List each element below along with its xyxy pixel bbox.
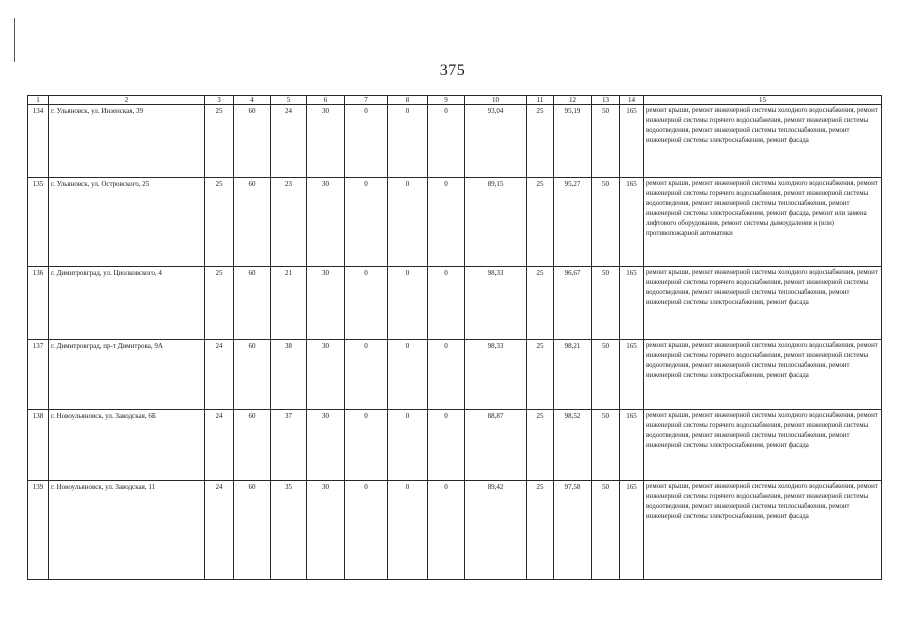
column-header: 5	[271, 96, 307, 105]
row-works-list: ремонт крыши, ремонт инженерной системы холодного водоснабжения, ремонт инженерной системы горячего водоснабжения, ремонт инженерной системы водоотведения, ремонт инженерной системы теплоснабжения, ремонт инженерной системы электроснабжения, ремонт фасада	[644, 481, 882, 580]
cell-col5: 24	[271, 105, 307, 178]
row-address: г. Новоульяновск, ул. Заводская, 6Б	[49, 410, 205, 481]
table-row	[28, 105, 882, 178]
cell-col10: 89,15	[465, 178, 527, 267]
column-header: 2	[49, 96, 205, 105]
cell-col11: 25	[527, 105, 554, 178]
cell-col10: 89,42	[465, 481, 527, 580]
column-header: 8	[388, 96, 428, 105]
cell-col12: 98,52	[554, 410, 592, 481]
row-address: г. Ульяновск, ул. Островского, 25	[49, 178, 205, 267]
cell-col6: 30	[307, 178, 345, 267]
cell-col10: 93,04	[465, 105, 527, 178]
cell-col12: 97,58	[554, 481, 592, 580]
cell-col10: 88,87	[465, 410, 527, 481]
column-header: 7	[345, 96, 388, 105]
column-header: 11	[527, 96, 554, 105]
cell-col4: 60	[234, 481, 271, 580]
cell-col9: 0	[428, 410, 465, 481]
column-header: 4	[234, 96, 271, 105]
cell-col8: 0	[388, 267, 428, 340]
cell-col6: 30	[307, 410, 345, 481]
cell-col8: 0	[388, 178, 428, 267]
table-row	[28, 481, 882, 580]
cell-col5: 23	[271, 178, 307, 267]
cell-col11: 25	[527, 481, 554, 580]
cell-col14: 165	[620, 105, 644, 178]
table-row	[28, 340, 882, 410]
cell-col14: 165	[620, 340, 644, 410]
cell-col9: 0	[428, 340, 465, 410]
cell-col10: 98,33	[465, 340, 527, 410]
cell-col8: 0	[388, 481, 428, 580]
row-works-list: ремонт крыши, ремонт инженерной системы холодного водоснабжения, ремонт инженерной системы горячего водоснабжения, ремонт инженерной системы водоотведения, ремонт инженерной системы теплоснабжения, ремонт инженерной системы электроснабжения, ремонт фасада	[644, 267, 882, 340]
cell-col7: 0	[345, 267, 388, 340]
column-header: 10	[465, 96, 527, 105]
page-number: 375	[439, 62, 466, 79]
row-number: 138	[28, 410, 49, 481]
row-works-list: ремонт крыши, ремонт инженерной системы холодного водоснабжения, ремонт инженерной системы горячего водоснабжения, ремонт инженерной системы водоотведения, ремонт инженерной системы теплоснабжения, ремонт инженерной системы электроснабжения, ремонт фасада	[644, 105, 882, 178]
cell-col6: 30	[307, 267, 345, 340]
table-row	[28, 410, 882, 481]
row-address: г. Новоульяновск, ул. Заводская, 11	[49, 481, 205, 580]
cell-col8: 0	[388, 340, 428, 410]
cell-col6: 30	[307, 105, 345, 178]
column-header: 14	[620, 96, 644, 105]
cell-col7: 0	[345, 481, 388, 580]
cell-col12: 98,21	[554, 340, 592, 410]
column-header: 12	[554, 96, 592, 105]
cell-col7: 0	[345, 340, 388, 410]
cell-col9: 0	[428, 267, 465, 340]
cell-col13: 50	[592, 410, 620, 481]
cell-col14: 165	[620, 410, 644, 481]
row-number: 135	[28, 178, 49, 267]
cell-col3: 25	[205, 178, 234, 267]
cell-col5: 37	[271, 410, 307, 481]
cell-col9: 0	[428, 481, 465, 580]
cell-col4: 60	[234, 340, 271, 410]
column-header: 13	[592, 96, 620, 105]
cell-col4: 60	[234, 178, 271, 267]
column-header: 15	[644, 96, 882, 105]
cell-col9: 0	[428, 105, 465, 178]
cell-col6: 30	[307, 481, 345, 580]
row-number: 136	[28, 267, 49, 340]
cell-col3: 24	[205, 410, 234, 481]
cell-col14: 165	[620, 267, 644, 340]
column-number-row	[28, 96, 882, 105]
row-number: 139	[28, 481, 49, 580]
cell-col5: 21	[271, 267, 307, 340]
table-row	[28, 178, 882, 267]
cell-col14: 165	[620, 178, 644, 267]
column-header: 6	[307, 96, 345, 105]
column-header: 1	[28, 96, 49, 105]
cell-col4: 60	[234, 410, 271, 481]
cell-col9: 0	[428, 178, 465, 267]
cell-col8: 0	[388, 410, 428, 481]
row-number: 134	[28, 105, 49, 178]
cell-col13: 50	[592, 340, 620, 410]
cell-col3: 25	[205, 105, 234, 178]
row-works-list: ремонт крыши, ремонт инженерной системы холодного водоснабжения, ремонт инженерной системы горячего водоснабжения, ремонт инженерной системы водоотведения, ремонт инженерной системы теплоснабжения, ремонт инженерной системы электроснабжения, ремонт фасада	[644, 340, 882, 410]
row-works-list: ремонт крыши, ремонт инженерной системы холодного водоснабжения, ремонт инженерной системы горячего водоснабжения, ремонт инженерной системы водоотведения, ремонт инженерной системы теплоснабжения, ремонт инженерной системы электроснабжения, ремонт фасада	[644, 410, 882, 481]
row-address: г. Димитровград, ул. Циолковского, 4	[49, 267, 205, 340]
cell-col7: 0	[345, 178, 388, 267]
row-address: г. Ульяновск, ул. Инзенская, 39	[49, 105, 205, 178]
cell-col13: 50	[592, 481, 620, 580]
cell-col7: 0	[345, 105, 388, 178]
cell-col4: 60	[234, 267, 271, 340]
cell-col8: 0	[388, 105, 428, 178]
cell-col11: 25	[527, 267, 554, 340]
cell-col12: 96,67	[554, 267, 592, 340]
cell-col11: 25	[527, 410, 554, 481]
column-header: 3	[205, 96, 234, 105]
cell-col5: 35	[271, 481, 307, 580]
row-works-list: ремонт крыши, ремонт инженерной системы холодного водоснабжения, ремонт инженерной системы горячего водоснабжения, ремонт инженерной системы водоотведения, ремонт инженерной системы теплоснабжения, ремонт инженерной системы электроснабжения, ремонт фасада, ремонт или замена лифтового оборудования, ремонт системы дымоудаления и (или) противопожарной автоматики	[644, 178, 882, 267]
cell-col7: 0	[345, 410, 388, 481]
cell-col12: 95,27	[554, 178, 592, 267]
cell-col13: 50	[592, 267, 620, 340]
cell-col5: 38	[271, 340, 307, 410]
cell-col11: 25	[527, 340, 554, 410]
cell-col3: 24	[205, 481, 234, 580]
cell-col14: 165	[620, 481, 644, 580]
cell-col4: 60	[234, 105, 271, 178]
cell-col6: 30	[307, 340, 345, 410]
cell-col12: 95,19	[554, 105, 592, 178]
cell-col13: 50	[592, 178, 620, 267]
scan-margin-line	[14, 18, 15, 62]
cell-col3: 24	[205, 340, 234, 410]
table-row	[28, 267, 882, 340]
column-header: 9	[428, 96, 465, 105]
cell-col3: 25	[205, 267, 234, 340]
row-number: 137	[28, 340, 49, 410]
row-address: г. Димитровград, пр-т Димитрова, 9А	[49, 340, 205, 410]
capital-repair-table	[27, 95, 882, 580]
cell-col10: 98,33	[465, 267, 527, 340]
cell-col11: 25	[527, 178, 554, 267]
cell-col13: 50	[592, 105, 620, 178]
